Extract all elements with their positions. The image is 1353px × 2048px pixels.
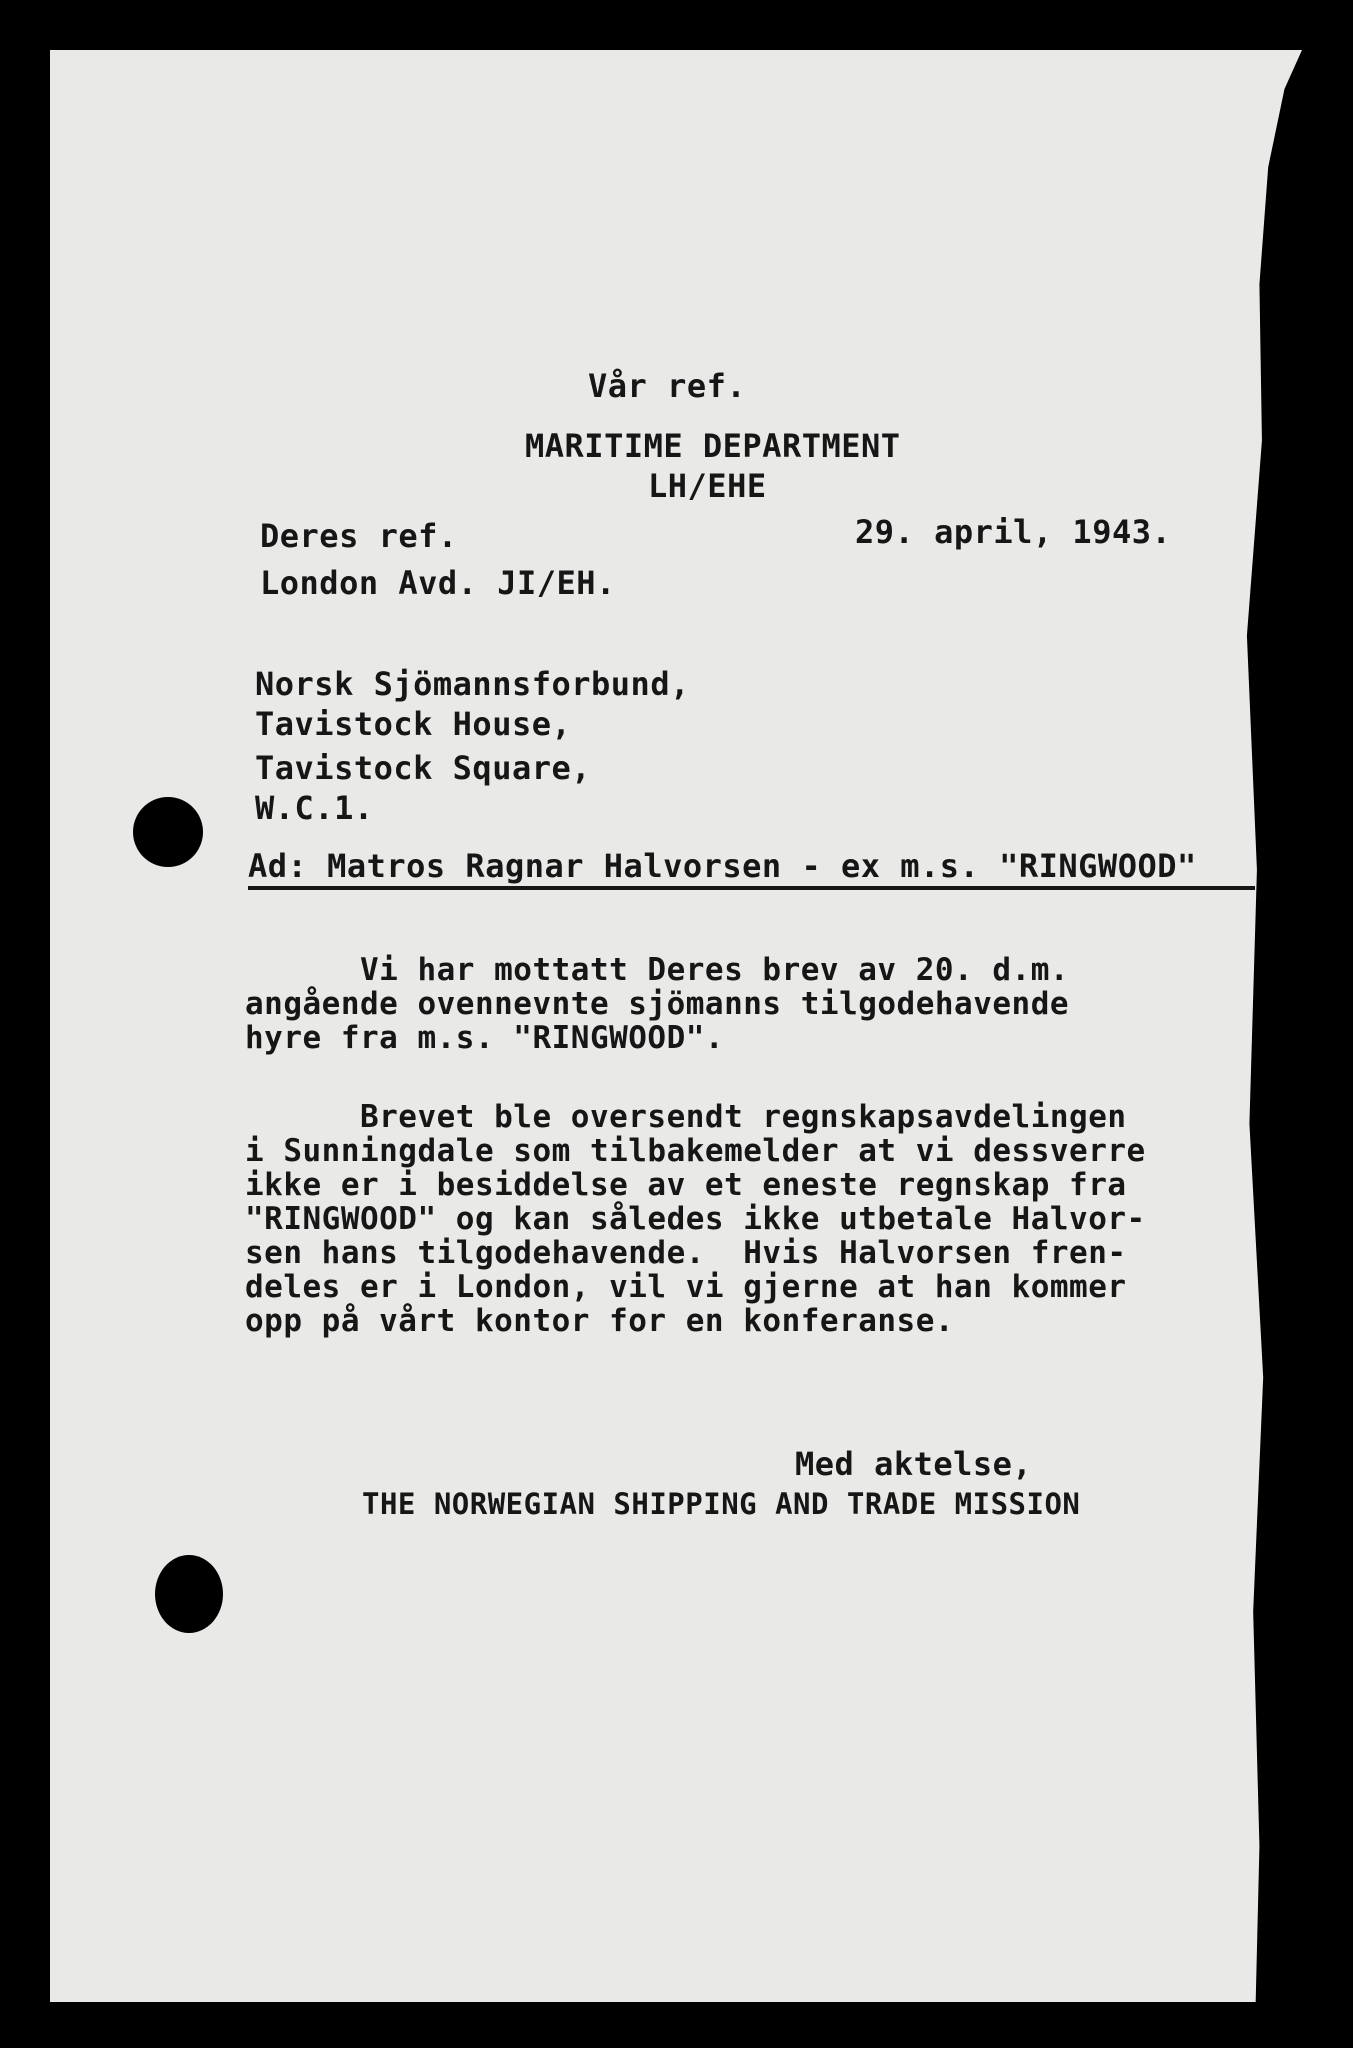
our-ref-label: Vår ref. [588, 367, 747, 405]
subject-text: Ad: Matros Ragnar Halvorsen - ex m.s. "RINGWOOD" [248, 847, 1197, 885]
closing-salutation: Med aktelse, [795, 1445, 1033, 1483]
body-paragraph-2: Brevet ble oversendt regnskapsavdelingen i Sunningdale som tilbakemelder at vi dessverre ikke er i besiddelse av et eneste regnskap fra "RINGWOOD" og kan således ikke utbetale Halvor- sen hans tilgodehavende. Hvis Halvorsen fren- deles er i London, vil vi gjerne at han kommer opp på vårt kontor for en konferanse. [245, 1099, 1146, 1339]
your-ref-label: Deres ref. [260, 517, 458, 555]
recipient-line-4: W.C.1. [255, 789, 374, 827]
your-ref: London Avd. JI/EH. [260, 564, 616, 602]
recipient-line-3: Tavistock Square, [255, 749, 592, 787]
recipient-line-2: Tavistock House, [255, 705, 572, 743]
punch-hole-top [133, 797, 203, 867]
department-ref: LH/EHE [648, 467, 767, 505]
letter-date: 29. april, 1943. [855, 513, 1172, 551]
closing-signatory: THE NORWEGIAN SHIPPING AND TRADE MISSION [362, 1487, 1081, 1521]
recipient-line-1: Norsk Sjömannsforbund, [255, 665, 690, 703]
body-paragraph-1: Vi har mottatt Deres brev av 20. d.m. angående ovennevnte sjömanns tilgodehavende hyre fra m.s. "RINGWOOD". [245, 952, 1070, 1056]
subject-line [248, 847, 1255, 890]
department-name: MARITIME DEPARTMENT [525, 427, 901, 465]
punch-hole-bottom [155, 1555, 223, 1633]
